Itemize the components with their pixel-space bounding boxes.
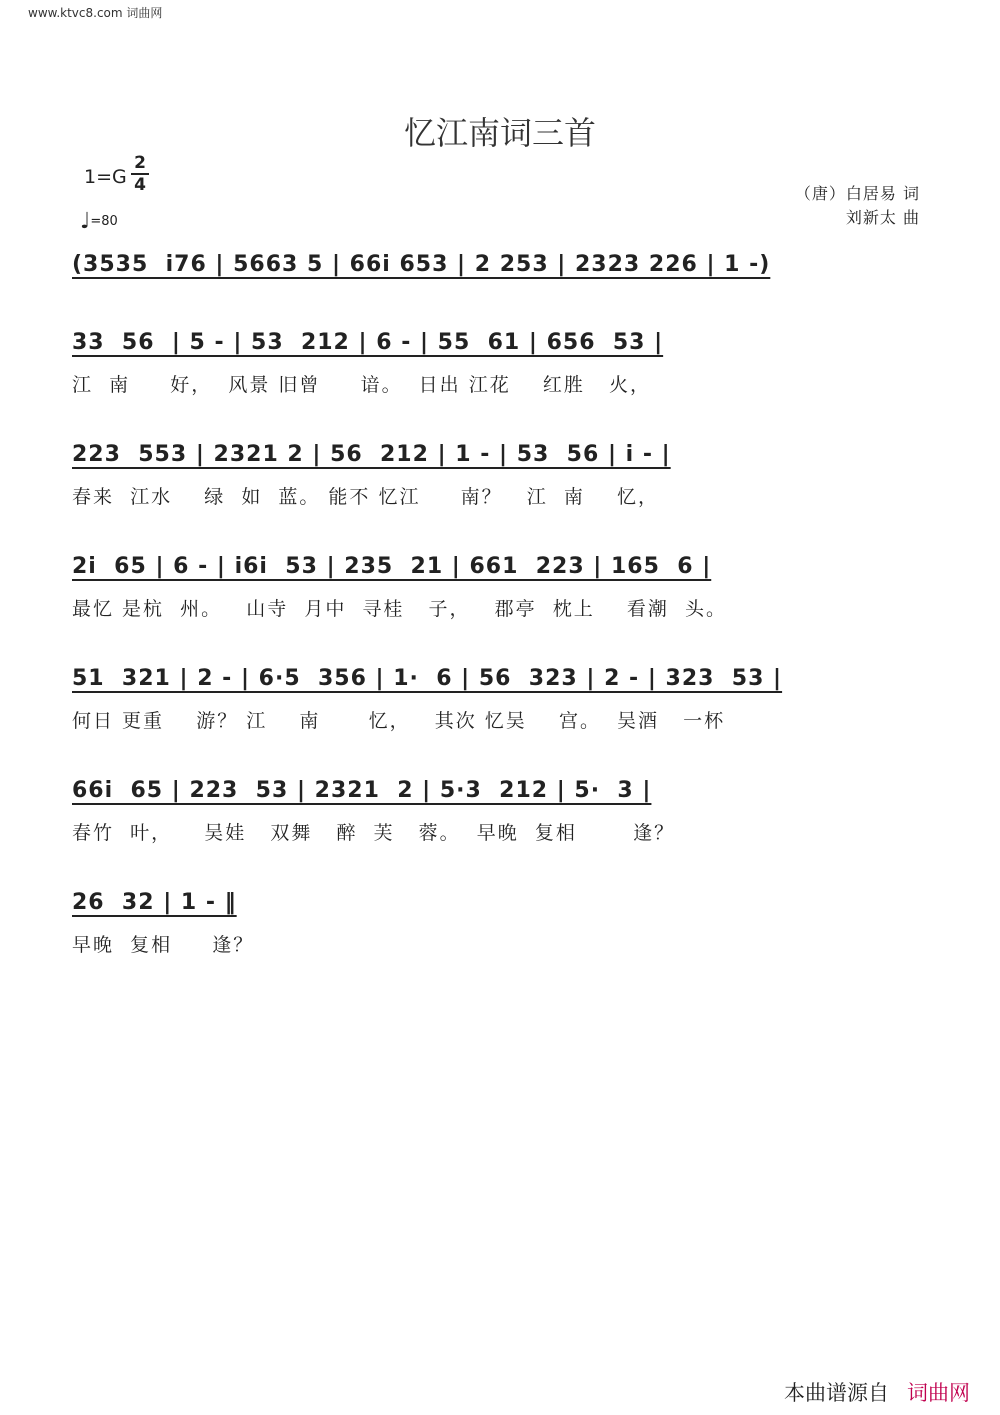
time-signature [131, 154, 149, 194]
lyricist-credit: （唐）白居易 词 [794, 184, 920, 203]
line4-lyrics: 何日 更重 游？ 江 南 忆， 其次 忆吴 宫。 吴酒 一杯 [72, 710, 726, 732]
line2-notes: 223 553 | 2321 2 | 56 212 | 1 - | 53 56 | i - | [72, 442, 671, 467]
intro-notes: (3535 i76 | 5663 5 | 66i 653 | 2 253 | 2323 226 | 1 -) [72, 252, 771, 277]
time-signature-bottom: 4 [134, 175, 146, 195]
composer-credit: 刘新太 曲 [845, 208, 920, 227]
line6-lyrics: 早晚 复相 逢？ [72, 934, 255, 956]
line5-notes: 66i 65 | 223 53 | 2321 2 | 5·3 212 | 5· 3 | [72, 778, 652, 803]
line4-notes: 51 321 | 2 - | 6·5 356 | 1· 6 | 56 323 | 2 - | 323 53 | [72, 666, 783, 691]
line5-lyrics: 春竹 叶， 吴娃 双舞 醉 芙 蓉。 早晚 复相 逢？ [72, 822, 676, 844]
line2-lyrics: 春来 江水 绿 如 蓝。 能不 忆江 南？ 江 南 忆， [72, 486, 660, 508]
tempo-value: =80 [90, 214, 118, 229]
line6-notes: 26 32 | 1 - ‖ [72, 890, 237, 915]
tempo-marking [80, 206, 118, 234]
key-signature: 1=G [84, 166, 127, 188]
line3-lyrics: 最忆 是杭 州。 山寺 月中 寻桂 子， 郡亭 枕上 看潮 头。 [72, 598, 727, 620]
footer-source [784, 1377, 970, 1407]
footer-source-text: 本曲谱源自 [784, 1381, 889, 1405]
page-title: 忆江南词三首 [403, 114, 596, 152]
line1-notes: 33 56 | 5 - | 53 212 | 6 - | 55 61 | 656 53 | [72, 330, 664, 355]
site-watermark: www.ktvc8.com 词曲网 [28, 6, 163, 20]
quarter-note-icon: ♩ [80, 209, 91, 234]
footer-brand-link[interactable]: 词曲网 [907, 1381, 970, 1405]
time-signature-top: 2 [134, 153, 146, 173]
line1-lyrics: 江 南 好， 风景 旧曾 谙。 日出 江花 红胜 火， [72, 374, 651, 396]
credits [795, 182, 920, 230]
line3-notes: 2i 65 | 6 - | i6i 53 | 235 21 | 661 223 | 165 6 | [72, 554, 712, 579]
